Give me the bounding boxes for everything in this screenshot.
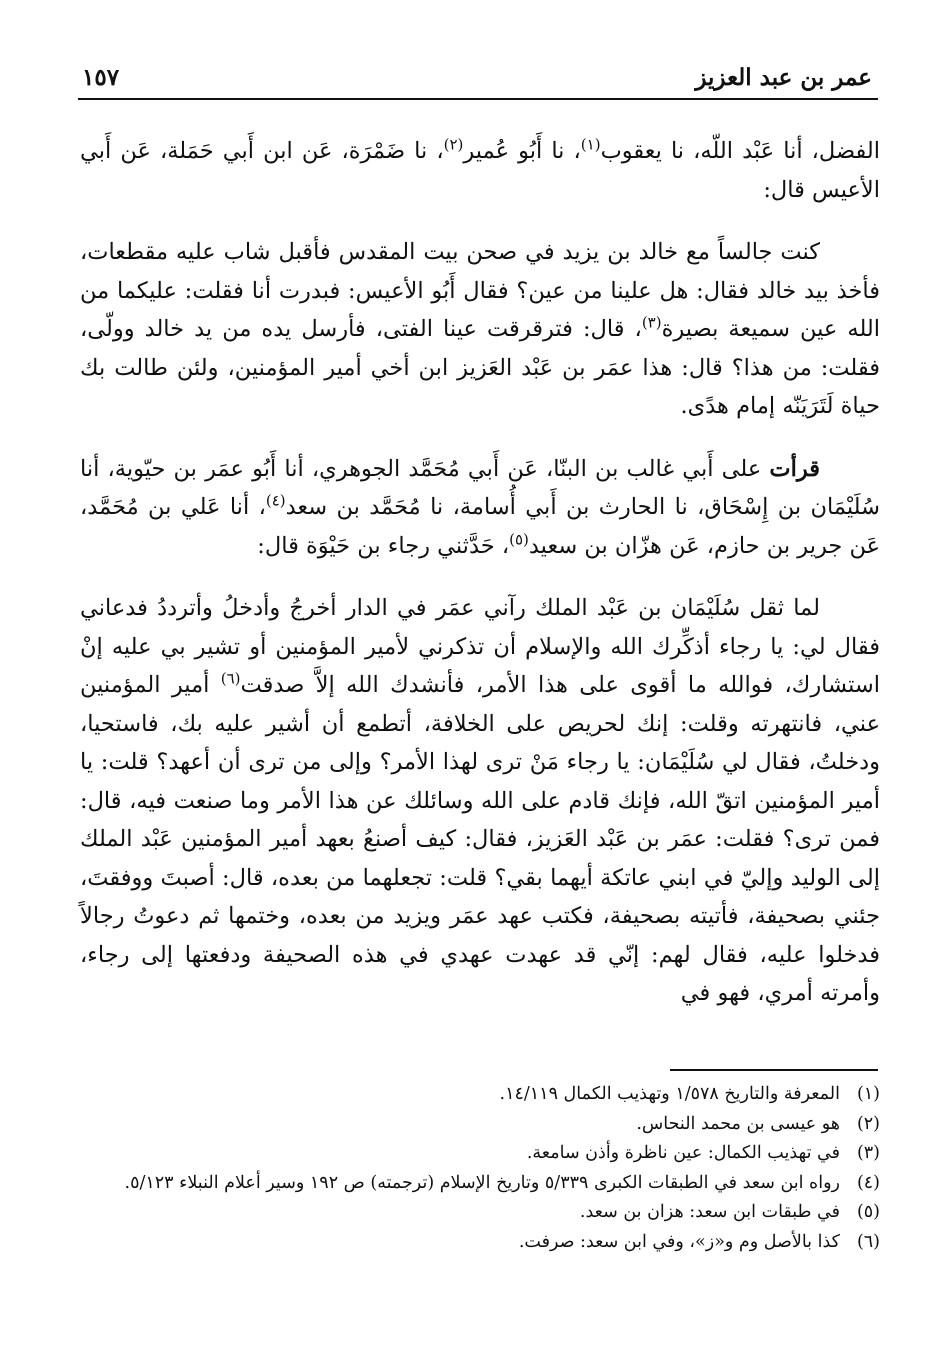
text-run: ، أنا عَلي بن مُحَمَّد، عَن جرير بن حازم، عَن هزّان بن سعيد: [80, 494, 880, 559]
footnote-ref: (٢): [443, 135, 464, 154]
footnote: [100, 1080, 880, 1110]
footnote-text: في تهذيب الكمال: عين ناظرة وأذن سامعة.: [526, 1143, 840, 1163]
footnote-text: هو عيسى بن محمد النحاس.: [636, 1113, 840, 1134]
running-title: عمر بن عبد العزيز: [695, 64, 872, 91]
footnote: [100, 1110, 880, 1140]
paragraph: [80, 233, 880, 426]
footnote-text: كذا بالأصل وم و«ز»، وفي ابن سعد: صرفت.: [518, 1231, 840, 1252]
footnote-number: (٣): [856, 1143, 880, 1163]
text-run: أمير المؤمنين عني، فانتهرته وقلت: إنك لحريص على الخلافة، أتطمع أن أشير عليه بك، فاستحيا، ودخلتُ، فقال لي سُلَيْمَان: يا رجاء مَنْ ترى لهذا الأمر؟ وإلى من ترى أن أعهد؟ قلت: يا أمير المؤمنين اتقّ الله، فإنك قادم على الله وسائلك عن هذا الأمر وما صنعت فيه، قال: فمن ترى؟ فقلت: عمَر بن عَبْد العَزيز، فقال: كيف أصنعُ بعهد أمير المؤمنين عَبْد الملك إلى الوليد وإليّ في ابني عاتكة أيهما بقي؟ قلت: تجعلهما من بعده، قال: أصبتَ ووفقتَ، جئني بصحيفة، فأتيته بصحيفة، فكتب عهد عمَر ويزيد من بعده، وختمها ثم دعوتُ رجالاً فدخلوا عليه، فقال لهم: إنّي قد عهدت عهدي في هذه الصحيفة ودفعتها إلى رجاء، وأمرته أمري، فهو في: [80, 672, 880, 1006]
footnote-number: (٤): [856, 1172, 880, 1193]
text-run: على أَبي غالب بن البنّا، عَن أَبي مُحَمَّد الجوهري، أنا أَبُو عمَر بن حيّوية، أنا سُلَيْمَان بن إِسْحَاق، نا الحارث بن أَبي أُسامة، نا مُحَمَّد بن سعد: [80, 455, 880, 520]
text-run: كنت جالساً مع خالد بن يزيد في صحن بيت المقدس فأقبل شاب عليه مقطعات، فأخذ بيد خالد فقال: هل علينا من عين؟ فقال أَبُو الأعيس: فبدرت أنا فقلت: عليكما من الله عين سميعة بصيرة: [80, 239, 880, 342]
footnote-text: المعرفة والتاريخ ١/٥٧٨ وتهذيب الكمال ١٤/١١٩.: [499, 1084, 840, 1104]
paragraph: [80, 450, 880, 566]
main-text: [80, 132, 880, 1013]
footnote-separator: [670, 1069, 878, 1071]
footnotes: [100, 1080, 880, 1257]
footnote-ref: (٣): [641, 313, 662, 332]
footnote-ref: (١): [580, 135, 601, 154]
page-number: ١٥٧: [82, 64, 120, 91]
text-run: ، نا أَبُو عُمير: [463, 138, 581, 164]
footnote-number: (٢): [856, 1113, 880, 1134]
text-run: ، حَدَّثني رجاء بن حَيْوَة قال:: [257, 532, 510, 559]
footnote-number: (٥): [856, 1202, 880, 1222]
bold-lead-word: قرأت: [769, 455, 820, 482]
text-run: لما ثقل سُلَيْمَان بن عَبْد الملك رآني عمَر في الدار أخرجُ وأدخلُ وأترددُ فدعاني فقال لي: يا رجاء أذكِّرك الله والإسلام أن تذكرني لأمير المؤمنين أو تشير بي عليه إنْ استشارك، فوالله ما أقوى على هذا الأمر، فأنشدك الله إلاَّ صدقت: [80, 595, 880, 698]
footnote-text: في طبقات ابن سعد: هزان بن سعد.: [579, 1202, 840, 1222]
footnote-ref: (٤): [265, 491, 286, 510]
footnote-text: رواه ابن سعد في الطبقات الكبرى ٥/٣٣٩ وتاريخ الإسلام (ترجمته) ص ١٩٢ وسير أعلام النبلاء ٥/١٢٣.: [124, 1172, 840, 1193]
footnote: [100, 1169, 880, 1199]
text-run: ، نا ضَمْرَة، عَن ابن أَبي حَمَلة، عَن أَبي الأعيس قال:: [80, 138, 880, 203]
footnote: [100, 1198, 880, 1228]
text-run: ، قال: فترقرقت عينا الفتى، فأرسل يده من يد خالد وولّى، فقلت: من هذا؟ قال: هذا عمَر بن عَبْد العَزيز ابن أخي أمير المؤمنين، ولئن طالت بك حياة لَتَرَيَنّه إمام هدًى.: [80, 316, 880, 419]
footnote: [100, 1139, 880, 1169]
footnote-ref: (٥): [509, 530, 529, 548]
footnote-number: (١): [856, 1084, 880, 1104]
running-header: [78, 58, 878, 100]
footnote-number: (٦): [856, 1231, 880, 1252]
footnote-ref: (٦): [220, 669, 241, 688]
paragraph: [80, 132, 880, 209]
paragraph: [80, 589, 880, 1013]
footnote: [100, 1228, 880, 1258]
text-run: الفضل، أنا عَبْد اللّه، نا يعقوب: [600, 138, 880, 164]
